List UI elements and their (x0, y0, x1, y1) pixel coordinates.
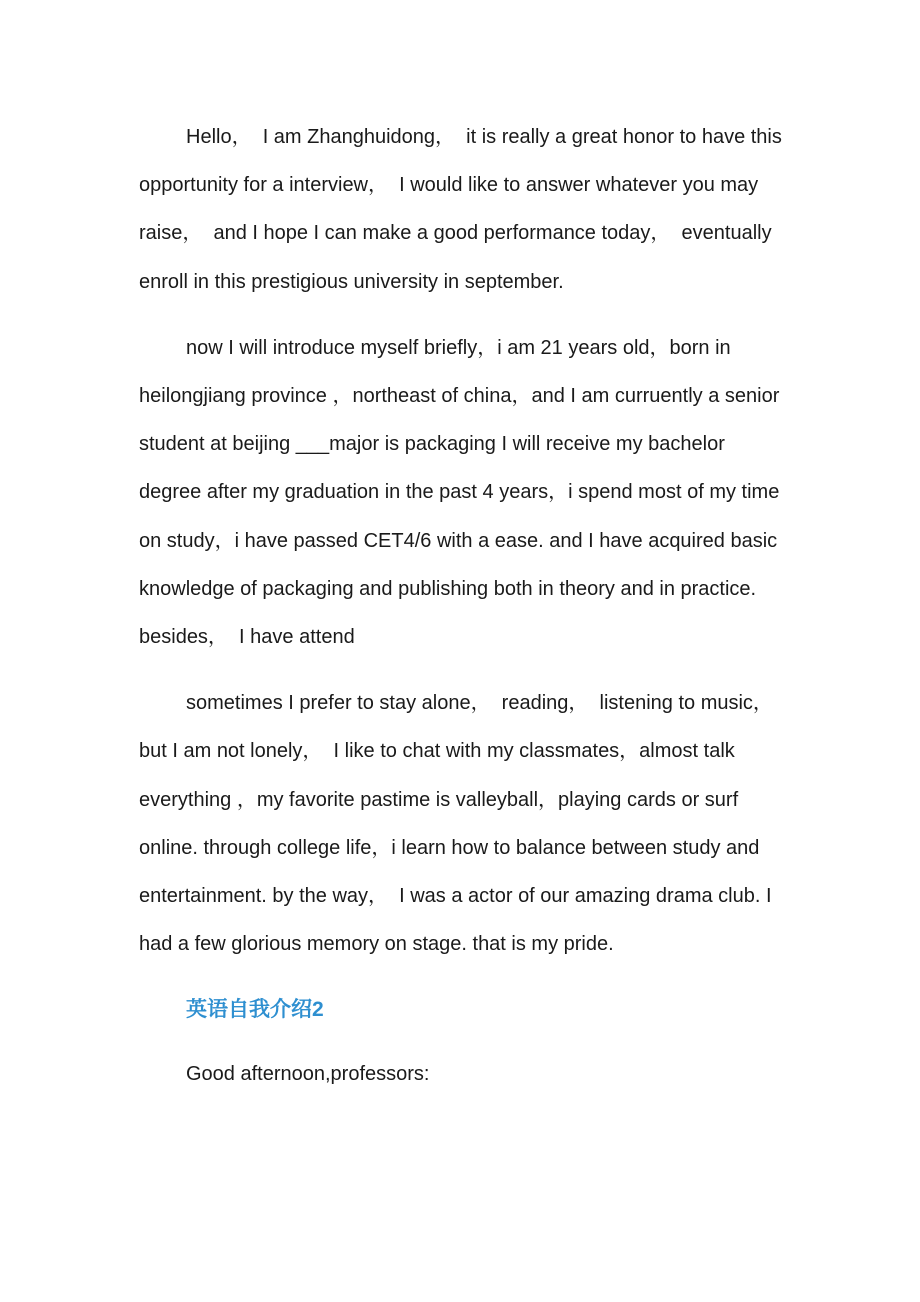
paragraph-background: now I will introduce myself briefly，i am 21 years old，born in heilongjiang province ，northeast of china，and I am curruently a senior student at beijing ___major is packaging I will receive my bachelor degree after my graduation in the past 4 years，i spend most of my time on study，i have passed CET4/6 with a ease. and I have acquired basic knowledge of packaging and publishing both in theory and in practice. besides， I have attend (139, 336, 785, 649)
greeting-line: Good afternoon,professors: (186, 1063, 430, 1086)
paragraph-intro: Hello， I am Zhanghuidong， it is really a great honor to have this opportunity for a interview， I would like to answer whatever you may raise， and I hope I can make a good performance today， eventually enroll in this prestigious university in september. (139, 126, 788, 293)
paragraph-hobbies: sometimes I prefer to stay alone， reading， listening to music， but I am not lonely， I like to chat with my classmates，almost talk everything ，my favorite pastime is valleyball，playing cards or surf online. through college life，i learn how to balance between study and entertainment. by the way， I was a actor of our amazing drama club. I had a few glorious memory on stage. that is my pride. (139, 692, 785, 956)
document-body (139, 113, 789, 1098)
section-heading: 英语自我介绍2 (186, 998, 324, 1022)
